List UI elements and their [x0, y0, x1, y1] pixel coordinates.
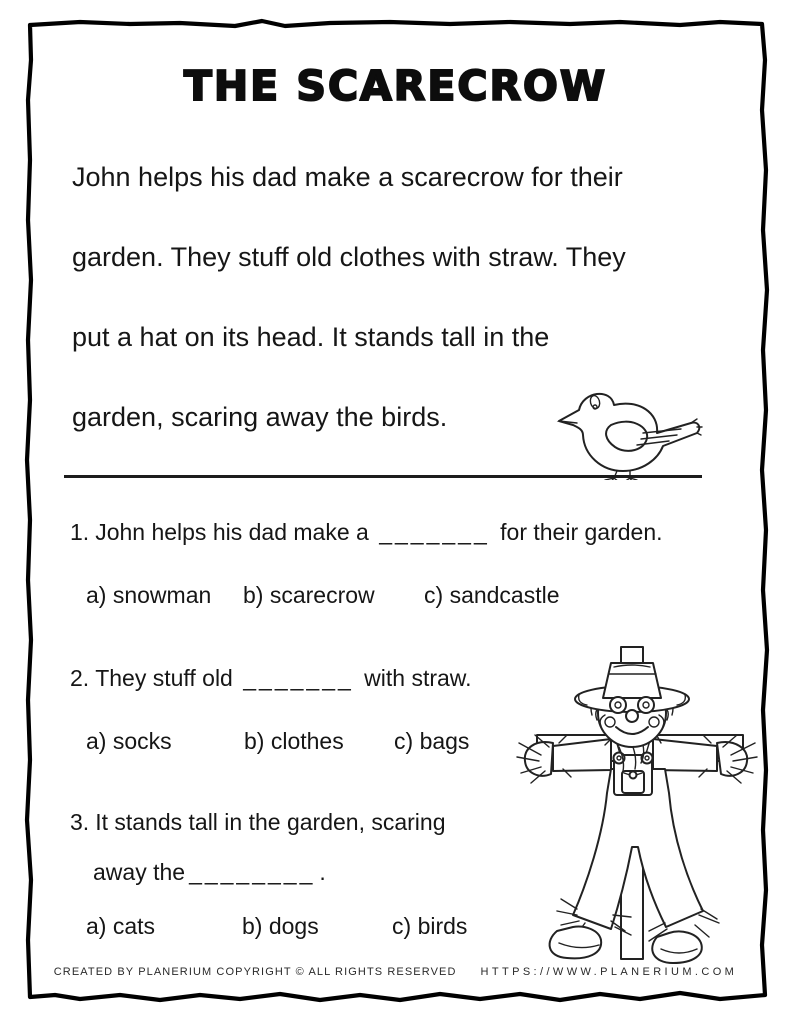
question-3: [70, 797, 467, 943]
divider-line: [64, 475, 702, 478]
option-b[interactable]: b) dogs: [242, 913, 319, 939]
question-number: 2.: [70, 665, 90, 691]
question-text-after: .: [319, 859, 326, 885]
question-1-text: [70, 515, 663, 549]
footer-url: HTTPS://WWW.PLANERIUM.COM: [480, 966, 738, 978]
question-2: [70, 661, 472, 758]
option-b[interactable]: b) scarecrow: [243, 582, 375, 608]
question-3-text-line-1: [70, 797, 467, 847]
answer-blank[interactable]: _______: [379, 519, 490, 545]
scarecrow-illustration: [515, 643, 767, 965]
question-text-before: away the: [93, 859, 186, 885]
question-1-options: [70, 578, 663, 612]
passage-line: garden, scaring away the birds.: [72, 402, 448, 432]
question-text-before: It stands tall in the garden, scaring: [95, 809, 446, 835]
question-number: 3.: [70, 809, 90, 835]
question-text-after: with straw.: [364, 665, 472, 691]
option-a[interactable]: a) snowman: [86, 582, 212, 608]
question-text-before: They stuff old: [95, 665, 233, 691]
question-1: [70, 515, 663, 612]
passage-line: garden. They stuff old clothes with straw. They: [72, 242, 626, 272]
footer: [0, 966, 791, 978]
passage-line: John helps his dad make a scarecrow for their: [72, 162, 623, 192]
question-2-text: [70, 661, 472, 695]
question-3-options: [70, 909, 467, 943]
option-b[interactable]: b) clothes: [244, 728, 344, 754]
question-text-before: John helps his dad make a: [95, 519, 369, 545]
option-c[interactable]: c) sandcastle: [424, 582, 560, 608]
answer-blank[interactable]: _______: [243, 665, 354, 691]
reading-passage: [72, 137, 626, 457]
question-text-after: for their garden.: [500, 519, 663, 545]
question-number: 1.: [70, 519, 90, 545]
page-title: THE SCARECROW: [183, 62, 608, 110]
option-c[interactable]: c) birds: [392, 913, 468, 939]
passage-line: put a hat on its head. It stands tall in the: [72, 322, 550, 352]
question-3-text-line-2: [70, 847, 467, 897]
option-a[interactable]: a) socks: [86, 728, 172, 754]
question-2-options: [70, 724, 472, 758]
option-c[interactable]: c) bags: [394, 728, 470, 754]
footer-credit: CREATED BY PLANERIUM COPYRIGHT © ALL RIGHTS RESERVED: [53, 966, 457, 978]
option-a[interactable]: a) cats: [86, 913, 156, 939]
bird-illustration: [551, 383, 703, 480]
answer-blank[interactable]: ________: [189, 859, 316, 885]
